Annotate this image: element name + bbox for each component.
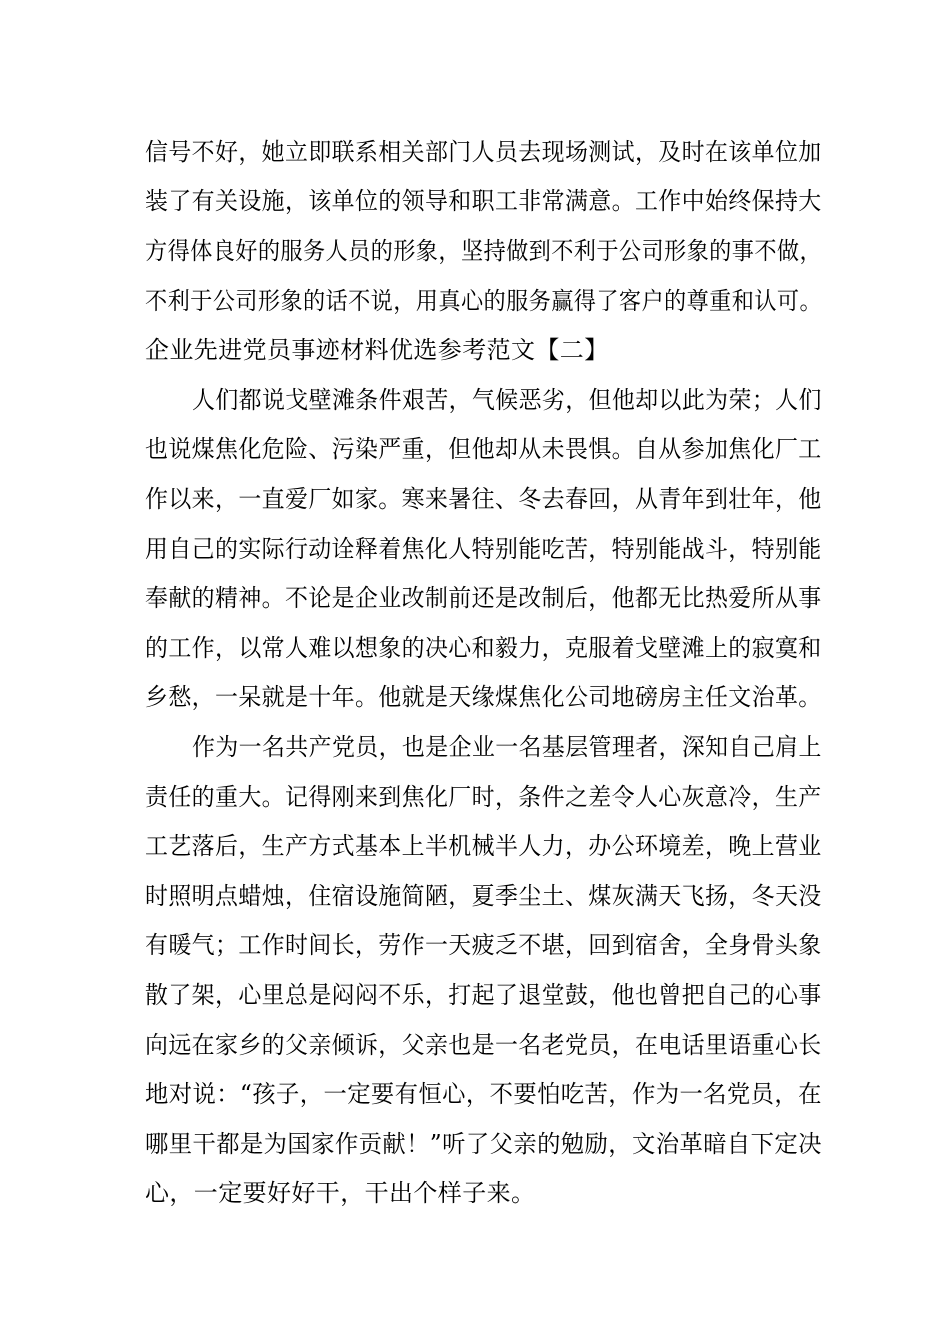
paragraph-line: 乡愁，一呆就是十年。他就是天缘煤焦化公司地磅房主任文治革。	[145, 683, 822, 711]
paragraph-line: 地对说：“孩子，一定要有恒心，不要怕吃苦，作为一名党员，在	[145, 1080, 822, 1108]
paragraph-line: 责任的重大。记得刚来到焦化厂时，条件之差令人心灰意冷，生产	[145, 783, 822, 811]
paragraph-line: 心，一定要好好干，干出个样子来。	[145, 1179, 536, 1207]
paragraph-line: 散了架，心里总是闷闷不乐，打起了退堂鼓，他也曾把自己的心事	[145, 981, 822, 1009]
paragraph-line: 向远在家乡的父亲倾诉，父亲也是一名老党员，在电话里语重心长	[145, 1031, 822, 1059]
paragraph-line: 也说煤焦化危险、污染严重，但他却从未畏惧。自从参加焦化厂工	[145, 435, 822, 463]
paragraph-line: 用自己的实际行动诠释着焦化人特别能吃苦，特别能战斗，特别能	[145, 535, 822, 563]
section-heading: 企业先进党员事迹材料优选参考范文【二】	[145, 336, 609, 364]
paragraph-line: 工艺落后，生产方式基本上半机械半人力，办公环境差，晚上营业	[145, 832, 822, 860]
paragraph-line: 时照明点蜡烛，住宿设施简陋，夏季尘土、煤灰满天飞扬，冬天没	[145, 882, 822, 910]
paragraph-line: 作为一名共产党员，也是企业一名基层管理者，深知自己肩上	[192, 733, 822, 761]
paragraph-line: 作以来，一直爱厂如家。寒来暑往、冬去春回，从青年到壮年，他	[145, 485, 822, 513]
paragraph-line: 装了有关设施，该单位的领导和职工非常满意。工作中始终保持大	[145, 187, 822, 215]
paragraph-line: 有暖气；工作时间长，劳作一天疲乏不堪，回到宿舍，全身骨头象	[145, 931, 822, 959]
paragraph-line: 不利于公司形象的话不说，用真心的服务赢得了客户的尊重和认可。	[145, 287, 823, 315]
paragraph-line: 哪里干都是为国家作贡献！”听了父亲的勉励，文治革暗自下定决	[145, 1130, 822, 1158]
paragraph-line: 奉献的精神。不论是企业改制前还是改制后，他都无比热爱所从事	[145, 584, 822, 612]
paragraph-line: 方得体良好的服务人员的形象，坚持做到不利于公司形象的事不做，	[145, 237, 823, 265]
paragraph-line: 信号不好，她立即联系相关部门人员去现场测试，及时在该单位加	[145, 138, 822, 166]
paragraph-line: 的工作，以常人难以想象的决心和毅力，克服着戈壁滩上的寂寞和	[145, 634, 822, 662]
paragraph-line: 人们都说戈壁滩条件艰苦，气候恶劣，但他却以此为荣；人们	[192, 386, 822, 414]
